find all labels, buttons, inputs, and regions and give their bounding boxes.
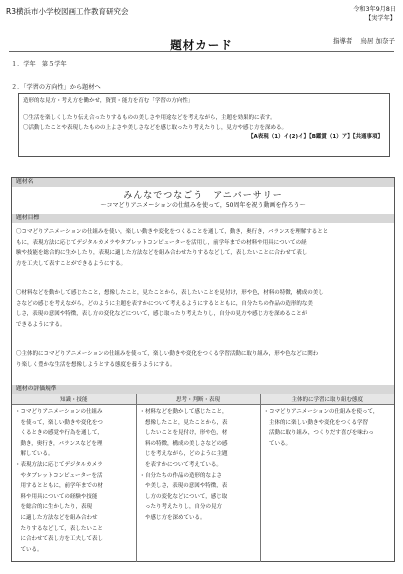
topic-subtitle: ～コマどりアニメーションの仕組みを使って，50周年を祝う動画を作ろう～: [100, 202, 306, 209]
eval-line: 料や用具についての経験や技能: [15, 493, 98, 500]
eval-line: ・表現方法に応じてデジタルカメラ: [15, 461, 103, 468]
category-label: 【実学年】: [365, 14, 396, 22]
eval-line: たりするなどして，表したいこと: [15, 525, 103, 532]
eval-line: ったり考えたりし，自分の見方: [139, 504, 223, 511]
learning-direction-box: [18, 93, 390, 157]
author-line: [333, 36, 395, 45]
eval-line: ・コマどりアニメーションの仕組み: [15, 409, 103, 415]
eval-line: やタブレットコンピューターを活: [15, 472, 103, 479]
eval-line: を総合的に生かしたり，表現: [15, 504, 93, 511]
goal-line: り楽しく豊かな生活を想像しようとする態度を養うようにする。: [16, 361, 176, 368]
eval-line: 用するとともに，前学年までの材: [15, 483, 104, 490]
author-name: 鳥居 加奈子: [360, 37, 395, 45]
goal-line: もに，表現方法に応じてデジタルカメラやタブレットコンピューターを活用し，前学年までの材料や用具についての経: [16, 239, 307, 246]
eval-line: 活動に取り組み，つくりだす喜びを味わっ: [263, 430, 374, 437]
eval-line: じを考えながら，どのように主題: [139, 451, 228, 458]
goals-label: 題材目標: [12, 214, 394, 223]
direction-point-1: 〇生活を楽しくしたり伝え合ったりするものの美しさや用途などを考えながら，主題を効果的に表す。: [23, 115, 276, 122]
evaluation-body-row: [12, 405, 394, 563]
goal-line: 〇主体的にコマどりアニメーションの仕組みを使って，楽しい動きや変化をつくる学習活動に取り組み，形や色などに関わ: [16, 351, 319, 357]
eval-knowledge-cell: [12, 405, 136, 563]
eval-thinking-cell: [136, 405, 260, 563]
eval-line: ・材料などを動かして感じたこと，: [139, 409, 228, 415]
eval-line: に合わせて表し方を工夫して表し: [15, 536, 104, 543]
eval-line: 想像したこと，見たことから，表: [139, 419, 228, 426]
header-knowledge-skills: 知識・技能: [12, 394, 136, 405]
topic-name-label: 題材名: [12, 178, 394, 187]
direction-heading: 造形的な見方・考え方を働かせ，資質・能力を育む「学習の方向性」: [23, 98, 194, 104]
section-direction-heading: ２．「学習の方向性」から題材へ: [11, 84, 101, 91]
date-text: 令和3年9月8日: [353, 6, 396, 13]
curriculum-tags: 【A表現（1）イ(2)イ】【B鑑賞（1）ア】【共通事項】: [248, 134, 383, 141]
header-attitude: 主体的に学習に取り組む態度: [260, 394, 394, 405]
eval-line: くるときの感覚や行為を通して，: [15, 430, 103, 437]
header-thinking: 思考・判断・表現: [136, 394, 260, 405]
evaluation-label: 題材の評価規準: [12, 385, 394, 394]
spacer: [23, 106, 385, 114]
goal-line: しさ，表現の意図や特徴，表し方の変化などについて，感じ取ったり考えたりし，自分の見方や感じ方を深めることが: [16, 311, 308, 318]
eval-line: 動き，奥行き，バランスなどを理: [15, 440, 103, 447]
eval-line: 主体的に楽しい動きや変化をつくる学習: [263, 419, 369, 426]
section-grade: １．学年 第５学年: [11, 61, 67, 68]
topic-card: [11, 177, 395, 562]
header-divider: [9, 51, 394, 52]
evaluation-header-row: [12, 394, 394, 405]
goal-line: さなどの感じを考えながら，どのように主題を表すかについて考えるようにするとともに，自分たちの作品の造形的な美: [16, 300, 313, 307]
eval-line: したいことを見付け，形や色，材: [139, 430, 228, 437]
eval-line: ている。: [15, 546, 43, 553]
eval-line: 料の特徴，構成の美しさなどの感: [139, 440, 228, 447]
eval-attitude-cell: [260, 405, 394, 563]
eval-line: ・自分たちの作品の造形的なよさ: [139, 472, 223, 479]
header-meta: [353, 6, 396, 23]
eval-line: ている。: [263, 440, 292, 447]
goal-thinking: [16, 288, 389, 330]
topic-name: みんなでつなごう アニバーサリー: [123, 191, 283, 201]
goal-line: 〇コマどりアニメーションの仕組みを使い，楽しい動きや変化をつくることを通して，動き，奥行き，バランスを理解するとと: [16, 229, 329, 235]
goal-knowledge: [16, 227, 389, 269]
eval-line: や感じ方を深めている。: [139, 514, 206, 521]
page-title: 題材カード: [170, 38, 233, 52]
eval-line: 解している。: [15, 451, 54, 458]
direction-point-2: 〇活動したことや表現したものの上よさや美しさなどを感じ取ったり考えたりし，見方や感じ方を深める。: [23, 124, 288, 131]
evaluation-table: [12, 394, 394, 562]
eval-line: し方の変化などについて，感じ取: [139, 493, 228, 500]
goal-line: 験や技能を総合的に生かしたり，表現に適した方法などを組み合わせたりするなどして，表したいことに合わせて表し: [16, 250, 308, 257]
goal-line: 方を工夫して表すことができるようにする。: [16, 260, 127, 267]
eval-line: や美しさ，表現の意図や特徴，表: [139, 483, 228, 490]
eval-line: ・コマどりアニメーションの仕組みを使って，: [263, 409, 379, 415]
eval-line: に適した方法などを組み合わせ: [15, 514, 98, 521]
goal-line: 〇材料などを動かして感じたこと，想像したこと，見たことから，表したいことを見付け，形や色，材料の特徴，構成の美し: [16, 290, 324, 296]
goal-line: できるようにする。: [16, 321, 66, 328]
role-label: 指導者: [332, 37, 353, 45]
eval-line: を使って，楽しい動きや変化をつ: [15, 419, 103, 426]
eval-line: を表すかについて考えている。: [139, 461, 222, 468]
goal-attitude: [16, 349, 389, 370]
organization-name: R3横浜市小学校図画工作教育研究会: [6, 7, 129, 16]
